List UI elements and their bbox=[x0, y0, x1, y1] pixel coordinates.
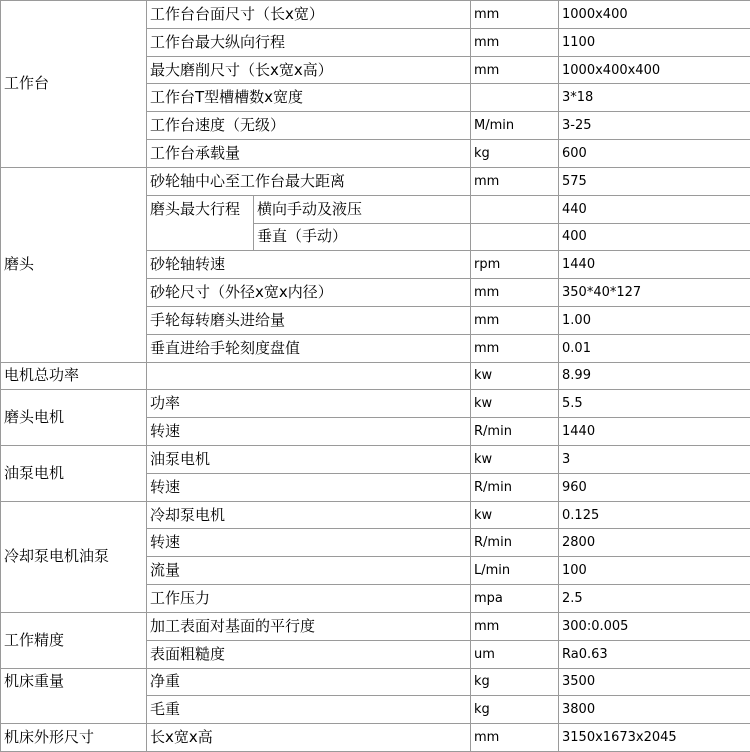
unit-cell: L/min bbox=[471, 557, 559, 585]
item-cell: 转速 bbox=[147, 473, 471, 501]
item-cell: 转速 bbox=[147, 529, 471, 557]
value-cell: 3500 bbox=[559, 668, 750, 696]
unit-cell: kg bbox=[471, 140, 559, 168]
unit-cell bbox=[471, 195, 559, 223]
item-cell: 最大磨削尺寸（长x宽x高） bbox=[147, 56, 471, 84]
value-cell: 960 bbox=[559, 473, 750, 501]
item-cell: 表面粗糙度 bbox=[147, 640, 471, 668]
unit-cell: mm bbox=[471, 28, 559, 56]
category-cell: 工作台 bbox=[1, 1, 147, 168]
value-cell: 300:0.005 bbox=[559, 612, 750, 640]
unit-cell: rpm bbox=[471, 251, 559, 279]
category-cell: 冷却泵电机油泵 bbox=[1, 501, 147, 612]
item-cell: 工作台台面尺寸（长x宽） bbox=[147, 1, 471, 29]
unit-cell: kw bbox=[471, 362, 559, 390]
item-cell: 工作台最大纵向行程 bbox=[147, 28, 471, 56]
item-cell: 工作压力 bbox=[147, 585, 471, 613]
item-cell: 砂轮尺寸（外径x宽x内径） bbox=[147, 279, 471, 307]
item-cell: 转速 bbox=[147, 418, 471, 446]
value-cell: 3150x1673x2045 bbox=[559, 724, 750, 752]
item-cell: 流量 bbox=[147, 557, 471, 585]
value-cell: 1440 bbox=[559, 418, 750, 446]
sub-item-cell: 横向手动及液压 bbox=[254, 195, 471, 223]
value-cell: 1100 bbox=[559, 28, 750, 56]
unit-cell: R/min bbox=[471, 418, 559, 446]
value-cell: 0.125 bbox=[559, 501, 750, 529]
unit-cell: mm bbox=[471, 306, 559, 334]
unit-cell: M/min bbox=[471, 112, 559, 140]
item-cell: 磨头最大行程 bbox=[147, 195, 254, 251]
unit-cell: um bbox=[471, 640, 559, 668]
category-cell: 油泵电机 bbox=[1, 446, 147, 502]
item-cell: 工作台速度（无级） bbox=[147, 112, 471, 140]
unit-cell: kw bbox=[471, 446, 559, 474]
item-cell: 油泵电机 bbox=[147, 446, 471, 474]
unit-cell bbox=[471, 223, 559, 251]
table-row bbox=[1, 501, 750, 529]
item-cell bbox=[147, 362, 471, 390]
unit-cell: kw bbox=[471, 390, 559, 418]
item-cell: 砂轮轴中心至工作台最大距离 bbox=[147, 167, 471, 195]
item-cell: 长x宽x高 bbox=[147, 724, 471, 752]
value-cell: 350*40*127 bbox=[559, 279, 750, 307]
value-cell: 3-25 bbox=[559, 112, 750, 140]
value-cell: 2800 bbox=[559, 529, 750, 557]
unit-cell: R/min bbox=[471, 529, 559, 557]
value-cell: 0.01 bbox=[559, 334, 750, 362]
value-cell: 3*18 bbox=[559, 84, 750, 112]
unit-cell: mm bbox=[471, 334, 559, 362]
category-cell: 工作精度 bbox=[1, 612, 147, 668]
item-cell: 垂直进给手轮刻度盘值 bbox=[147, 334, 471, 362]
table-row bbox=[1, 390, 750, 418]
value-cell: 1000x400x400 bbox=[559, 56, 750, 84]
value-cell: 440 bbox=[559, 195, 750, 223]
value-cell: 575 bbox=[559, 167, 750, 195]
category-cell: 机床外形尺寸 bbox=[1, 724, 147, 752]
category-cell: 磨头电机 bbox=[1, 390, 147, 446]
item-cell: 加工表面对基面的平行度 bbox=[147, 612, 471, 640]
unit-cell: mm bbox=[471, 56, 559, 84]
item-cell: 工作台T型槽槽数x宽度 bbox=[147, 84, 471, 112]
value-cell: 1.00 bbox=[559, 306, 750, 334]
value-cell: 600 bbox=[559, 140, 750, 168]
table-row bbox=[1, 362, 750, 390]
value-cell: 400 bbox=[559, 223, 750, 251]
value-cell: 3 bbox=[559, 446, 750, 474]
unit-cell: kg bbox=[471, 696, 559, 724]
unit-cell: R/min bbox=[471, 473, 559, 501]
unit-cell: kw bbox=[471, 501, 559, 529]
table-row bbox=[1, 612, 750, 640]
table-row bbox=[1, 446, 750, 474]
category-cell: 电机总功率 bbox=[1, 362, 147, 390]
category-cell: 机床重量 bbox=[1, 668, 147, 724]
unit-cell: mm bbox=[471, 279, 559, 307]
value-cell: 5.5 bbox=[559, 390, 750, 418]
table-row bbox=[1, 668, 750, 696]
item-cell: 工作台承载量 bbox=[147, 140, 471, 168]
sub-item-cell: 垂直（手动） bbox=[254, 223, 471, 251]
unit-cell bbox=[471, 84, 559, 112]
item-cell: 毛重 bbox=[147, 696, 471, 724]
item-cell: 砂轮轴转速 bbox=[147, 251, 471, 279]
value-cell: Ra0.63 bbox=[559, 640, 750, 668]
table-row bbox=[1, 167, 750, 195]
unit-cell: kg bbox=[471, 668, 559, 696]
table-row bbox=[1, 724, 750, 752]
item-cell: 手轮每转磨头进给量 bbox=[147, 306, 471, 334]
value-cell: 1000x400 bbox=[559, 1, 750, 29]
item-cell: 冷却泵电机 bbox=[147, 501, 471, 529]
value-cell: 8.99 bbox=[559, 362, 750, 390]
unit-cell: mm bbox=[471, 167, 559, 195]
category-cell: 磨头 bbox=[1, 167, 147, 362]
unit-cell: mm bbox=[471, 724, 559, 752]
item-cell: 净重 bbox=[147, 668, 471, 696]
value-cell: 1440 bbox=[559, 251, 750, 279]
unit-cell: mm bbox=[471, 612, 559, 640]
value-cell: 3800 bbox=[559, 696, 750, 724]
table-row bbox=[1, 1, 750, 29]
item-cell: 功率 bbox=[147, 390, 471, 418]
unit-cell: mm bbox=[471, 1, 559, 29]
unit-cell: mpa bbox=[471, 585, 559, 613]
value-cell: 100 bbox=[559, 557, 750, 585]
value-cell: 2.5 bbox=[559, 585, 750, 613]
